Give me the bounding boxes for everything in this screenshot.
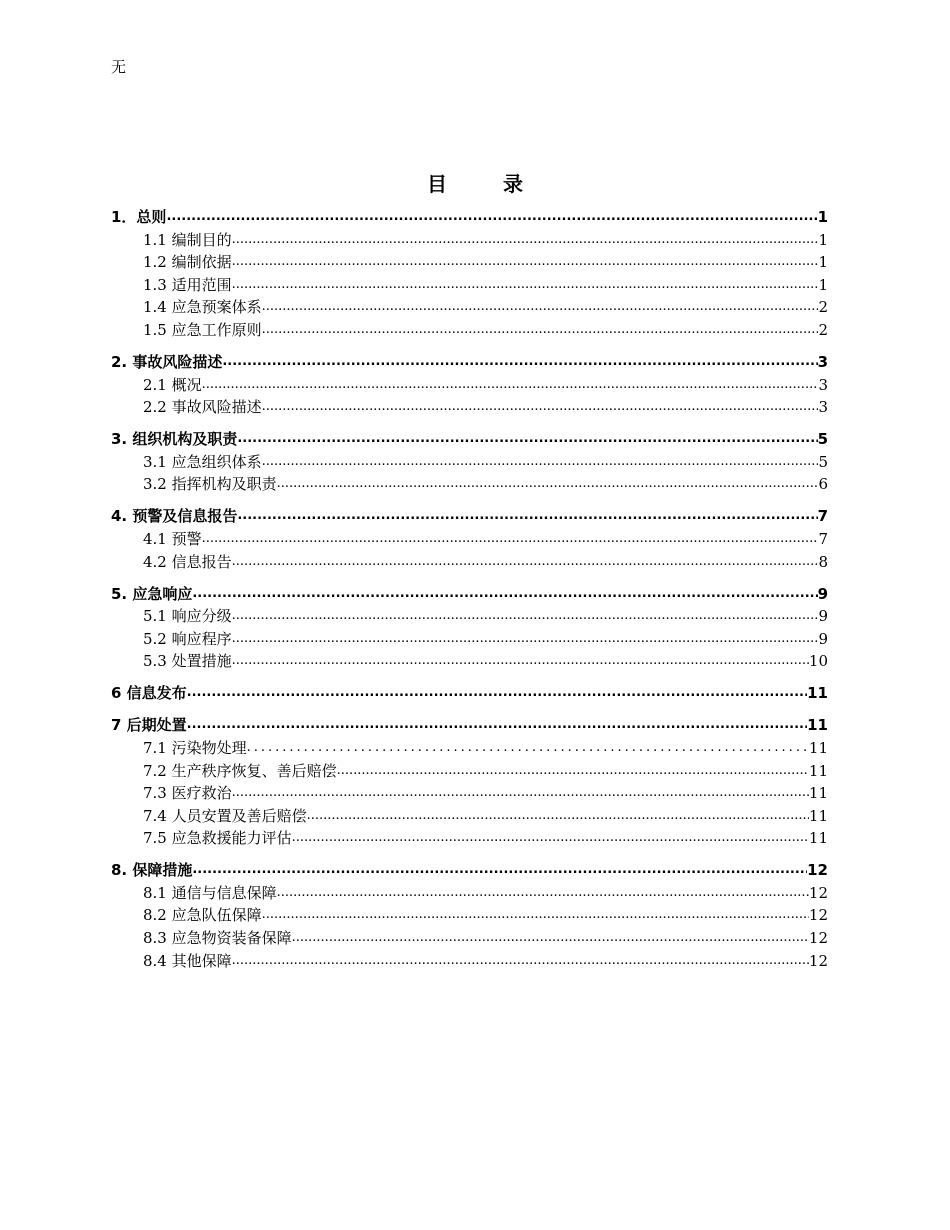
toc-section-entry[interactable] xyxy=(111,427,828,449)
toc-entry-label: 7 后期处置 xyxy=(111,716,187,735)
toc-subsection-entry[interactable] xyxy=(111,395,828,418)
toc-section-entry[interactable] xyxy=(111,858,828,880)
toc-subsection-entry[interactable] xyxy=(111,549,828,572)
toc-entry-label: 7.2 生产秩序恢复、善后赔偿 xyxy=(143,761,337,780)
toc-section-entry[interactable] xyxy=(111,582,828,604)
toc-dot-leader xyxy=(307,806,809,826)
toc-entry-label: 4.2 信息报告 xyxy=(143,552,232,571)
toc-entry-label: 1.2 编制依据 xyxy=(143,253,232,272)
toc-entry-label: 7.5 应急救援能力评估 xyxy=(143,829,292,848)
toc-page-number: 1 xyxy=(817,208,828,226)
toc-subsection-entry[interactable] xyxy=(111,781,828,804)
toc-page-number: 3 xyxy=(818,398,828,417)
toc-entry-label: 6 信息发布 xyxy=(111,684,187,703)
toc-entry-label: 5.2 响应程序 xyxy=(143,629,232,648)
toc-subsection-entry[interactable] xyxy=(111,526,828,549)
toc-page-number: 11 xyxy=(808,829,828,848)
toc-entry-label: 5.1 响应分级 xyxy=(143,607,232,626)
toc-entry-label: 3.1 应急组织体系 xyxy=(143,452,262,471)
toc-dot-leader xyxy=(232,275,819,295)
toc-subsection-entry[interactable] xyxy=(111,372,828,395)
toc-dot-leader xyxy=(232,629,819,649)
header-mark: 无 xyxy=(111,58,127,76)
toc-page-number: 3 xyxy=(817,352,828,371)
toc-section-entry[interactable] xyxy=(111,205,828,227)
toc-title xyxy=(0,172,950,196)
toc-page-number: 11 xyxy=(808,738,828,757)
toc-dot-leader xyxy=(262,320,819,340)
toc-page-number: 2 xyxy=(818,320,828,339)
toc-entry-label: 2.2 事故风险描述 xyxy=(143,398,262,417)
toc-entry-label: 7.4 人员安置及善后赔偿 xyxy=(143,806,307,825)
toc-dot-leader xyxy=(187,715,807,735)
toc-subsection-entry[interactable] xyxy=(111,472,828,495)
toc-dot-leader xyxy=(337,761,809,781)
toc-entry-label: 4. 预警及信息报告 xyxy=(111,507,238,526)
toc-dot-leader xyxy=(232,651,809,671)
toc-dot-leader xyxy=(187,683,807,703)
toc-page-number: 3 xyxy=(818,375,828,394)
toc-dot-leader xyxy=(232,951,809,971)
toc-entry-label: 7.3 医疗救治 xyxy=(143,784,232,803)
toc-dot-leader xyxy=(202,375,819,395)
toc-entry-label: 1.4 应急预案体系 xyxy=(143,298,262,317)
toc-section-entry[interactable] xyxy=(111,504,828,526)
toc-page-number: 1 xyxy=(818,275,828,294)
toc-entry-label: 8.2 应急队伍保障 xyxy=(143,906,262,925)
toc-section-entry[interactable] xyxy=(111,681,828,703)
toc-page-number: 12 xyxy=(807,861,828,880)
toc-subsection-entry[interactable] xyxy=(111,604,828,627)
toc-subsection-entry[interactable] xyxy=(111,626,828,649)
toc-dot-leader xyxy=(232,230,819,250)
toc-subsection-entry[interactable] xyxy=(111,758,828,781)
toc-dot-leader xyxy=(222,352,817,372)
toc-dot-leader xyxy=(262,452,819,472)
toc-entry-label: 8. 保障措施 xyxy=(111,861,193,880)
toc-subsection-entry[interactable] xyxy=(111,880,828,903)
toc-dot-leader xyxy=(237,506,817,526)
toc-entry-label: 5.3 处置措施 xyxy=(143,652,232,671)
toc-subsection-entry[interactable] xyxy=(111,272,828,295)
toc-page-number: 11 xyxy=(808,761,828,780)
toc-entry-label: 8.3 应急物资装备保障 xyxy=(143,929,292,948)
toc-entry-label: 2.1 概况 xyxy=(143,375,202,394)
toc-dot-leader xyxy=(292,928,809,948)
toc-subsection-entry[interactable] xyxy=(111,227,828,250)
toc-page-number: 5 xyxy=(818,452,828,471)
toc-dot-leader xyxy=(166,207,817,227)
toc-page-number: 2 xyxy=(818,298,828,317)
toc-subsection-entry[interactable] xyxy=(111,449,828,472)
toc-subsection-entry[interactable] xyxy=(111,649,828,672)
toc-page-number: 8 xyxy=(818,552,828,571)
toc-subsection-entry[interactable] xyxy=(111,317,828,340)
toc-page-number: 7 xyxy=(818,529,828,548)
toc-dot-leader xyxy=(232,606,819,626)
toc-subsection-entry[interactable] xyxy=(111,948,828,971)
toc-dot-leader xyxy=(232,783,809,803)
toc-subsection-entry[interactable] xyxy=(111,925,828,948)
toc-page-number: 6 xyxy=(818,475,828,494)
toc-entry-label: 3.2 指挥机构及职责 xyxy=(143,475,277,494)
toc-entry-label: 1．总则 xyxy=(111,208,167,226)
toc-dot-leader xyxy=(232,252,819,272)
toc-page-number: 9 xyxy=(818,629,828,648)
toc-dot-leader xyxy=(202,529,819,549)
toc-page-number: 12 xyxy=(808,906,828,925)
toc-dot-leader xyxy=(192,860,807,880)
table-of-contents xyxy=(111,205,828,971)
toc-page-number: 12 xyxy=(808,929,828,948)
toc-entry-label: 7.1 污染物处理 xyxy=(143,738,247,757)
toc-entry-label: 1.3 适用范围 xyxy=(143,275,232,294)
toc-page-number: 5 xyxy=(817,430,828,449)
toc-subsection-entry[interactable] xyxy=(111,903,828,926)
toc-dot-leader xyxy=(247,738,809,758)
toc-page-number: 11 xyxy=(808,806,828,825)
toc-subsection-entry[interactable] xyxy=(111,295,828,318)
toc-page-number: 9 xyxy=(818,607,828,626)
toc-subsection-entry[interactable] xyxy=(111,735,828,758)
toc-entry-label: 8.1 通信与信息保障 xyxy=(143,883,277,902)
toc-entry-label: 8.4 其他保障 xyxy=(143,951,232,970)
toc-title-char: 目 xyxy=(427,172,447,196)
toc-entry-label: 3. 组织机构及职责 xyxy=(111,430,238,449)
toc-dot-leader xyxy=(192,584,817,604)
toc-subsection-entry[interactable] xyxy=(111,826,828,849)
toc-page-number: 1 xyxy=(818,253,828,272)
toc-dot-leader xyxy=(237,429,817,449)
toc-dot-leader xyxy=(262,297,819,317)
toc-page-number: 1 xyxy=(818,230,828,249)
toc-section-entry[interactable] xyxy=(111,713,828,735)
toc-page-number: 11 xyxy=(807,716,828,735)
toc-entry-label: 1.1 编制目的 xyxy=(143,230,232,249)
toc-page-number: 9 xyxy=(817,584,828,603)
toc-dot-leader xyxy=(232,552,819,572)
toc-entry-label: 2. 事故风险描述 xyxy=(111,352,223,371)
toc-dot-leader xyxy=(262,397,819,417)
toc-page-number: 12 xyxy=(808,883,828,902)
toc-dot-leader xyxy=(277,474,819,494)
toc-title-char: 录 xyxy=(503,172,523,196)
toc-page-number: 12 xyxy=(808,951,828,970)
toc-section-entry[interactable] xyxy=(111,350,828,372)
toc-page-number: 11 xyxy=(808,784,828,803)
toc-page-number: 11 xyxy=(807,684,828,703)
toc-entry-label: 1.5 应急工作原则 xyxy=(143,320,262,339)
toc-dot-leader xyxy=(277,883,809,903)
toc-entry-label: 4.1 预警 xyxy=(143,529,202,548)
toc-entry-label: 5. 应急响应 xyxy=(111,584,193,603)
toc-dot-leader xyxy=(292,828,809,848)
toc-page-number: 7 xyxy=(817,507,828,526)
toc-dot-leader xyxy=(262,905,809,925)
toc-page-number: 10 xyxy=(808,652,828,671)
toc-subsection-entry[interactable] xyxy=(111,803,828,826)
toc-subsection-entry[interactable] xyxy=(111,250,828,273)
